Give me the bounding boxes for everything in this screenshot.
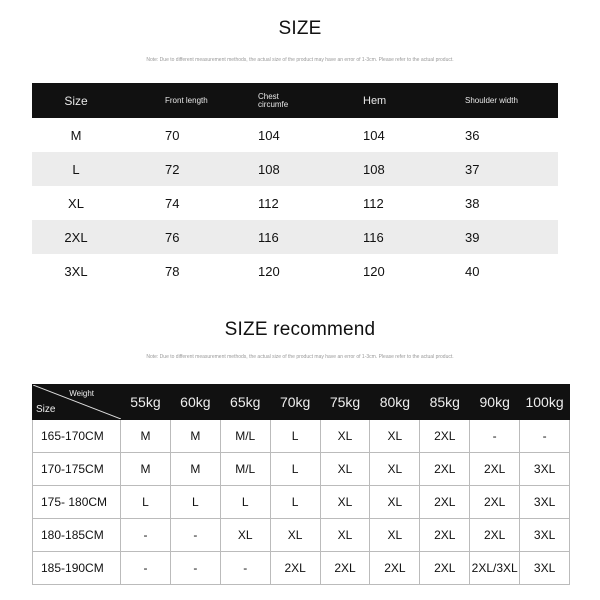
recommended-size-cell: - [121, 519, 171, 552]
recommended-size-cell: 3XL [520, 519, 570, 552]
weight-header: 70kg [270, 385, 320, 420]
header-size: Size [64, 93, 88, 108]
size-row [32, 186, 558, 220]
recommend-row [33, 552, 570, 585]
recommended-size-cell: XL [320, 420, 370, 453]
recommended-size-cell: 3XL [520, 486, 570, 519]
measure-cell: 108 [258, 161, 280, 177]
weight-header: 100kg [520, 385, 570, 420]
size-cell: 2XL [64, 229, 88, 245]
size-table-header [32, 83, 558, 118]
recommended-size-cell: 3XL [520, 453, 570, 486]
size-row [32, 220, 558, 254]
recommended-size-cell: 2XL [320, 552, 370, 585]
recommended-size-cell: XL [370, 453, 420, 486]
size-row [32, 118, 558, 152]
recommended-size-cell: M/L [220, 453, 270, 486]
measure-cell: 38 [465, 195, 480, 211]
measure-cell: 40 [465, 263, 480, 279]
corner-cell [33, 385, 121, 420]
measure-cell: 76 [165, 229, 180, 245]
recommended-size-cell: - [520, 420, 570, 453]
measure-cell: 116 [363, 229, 384, 245]
recommended-size-cell: XL [370, 486, 420, 519]
recommended-size-cell: 2XL [370, 552, 420, 585]
height-cell: 185-190CM [33, 552, 121, 585]
recommended-size-cell: 2XL [470, 453, 520, 486]
measure-cell: 120 [258, 263, 280, 279]
measure-cell: 70 [165, 127, 180, 143]
recommended-size-cell: 2XL [420, 486, 470, 519]
recommended-size-cell: XL [220, 519, 270, 552]
recommended-size-cell: L [170, 486, 220, 519]
recommended-size-cell: XL [370, 420, 420, 453]
weight-header: 65kg [220, 385, 270, 420]
recommended-size-cell: 2XL/3XL [470, 552, 520, 585]
corner-weight-label: Weight [69, 389, 94, 398]
recommended-size-cell: L [270, 453, 320, 486]
size-cell: 3XL [64, 263, 88, 279]
recommended-size-cell: - [470, 420, 520, 453]
recommended-size-cell: L [220, 486, 270, 519]
recommended-size-cell: 2XL [420, 552, 470, 585]
height-cell: 170-175CM [33, 453, 121, 486]
size-cell: L [72, 161, 80, 177]
recommended-size-cell: XL [320, 519, 370, 552]
measure-cell: 116 [258, 229, 279, 245]
measure-cell: 104 [363, 127, 385, 143]
size-table [32, 83, 558, 288]
recommended-size-cell: XL [370, 519, 420, 552]
recommend-title: SIZE recommend [224, 319, 376, 340]
recommended-size-cell: M [170, 420, 220, 453]
header-chest: Chest circumfe [258, 92, 289, 109]
header-hem: Hem [363, 94, 387, 107]
recommended-size-cell: - [170, 519, 220, 552]
measure-cell: 112 [363, 195, 384, 211]
weight-header: 80kg [370, 385, 420, 420]
recommended-size-cell: 2XL [270, 552, 320, 585]
recommended-size-cell: M [121, 453, 171, 486]
recommended-size-cell: M/L [220, 420, 270, 453]
recommended-size-cell: L [121, 486, 171, 519]
corner-size-label: Size [36, 404, 56, 415]
weight-header: 85kg [420, 385, 470, 420]
measure-cell: 78 [165, 263, 180, 279]
recommend-table [32, 384, 570, 585]
recommend-row [33, 453, 570, 486]
weight-header: 90kg [470, 385, 520, 420]
recommended-size-cell: 2XL [470, 486, 520, 519]
recommended-size-cell: 2XL [420, 453, 470, 486]
measure-cell: 39 [465, 229, 480, 245]
recommend-row [33, 420, 570, 453]
recommended-size-cell: - [170, 552, 220, 585]
weight-header: 55kg [121, 385, 171, 420]
measure-cell: 112 [258, 195, 279, 211]
size-chart-title: SIZE [278, 18, 322, 39]
recommended-size-cell: XL [320, 453, 370, 486]
recommended-size-cell: 2XL [470, 519, 520, 552]
measure-cell: 104 [258, 127, 280, 143]
recommend-row [33, 519, 570, 552]
size-row [32, 254, 558, 288]
recommended-size-cell: L [270, 420, 320, 453]
weight-header: 75kg [320, 385, 370, 420]
height-cell: 180-185CM [33, 519, 121, 552]
recommend-note: Note: Due to different measurement methods, the actual size of the product may have an error of 1-3cm. Please refer to the actual product. [146, 354, 454, 360]
recommended-size-cell: 2XL [420, 420, 470, 453]
recommended-size-cell: L [270, 486, 320, 519]
size-chart-note: Note: Due to different measurement methods, the actual size of the product may have an error of 1-3cm. Please refer to the actual product. [146, 57, 454, 63]
recommended-size-cell: 3XL [520, 552, 570, 585]
recommended-size-cell: 2XL [420, 519, 470, 552]
recommended-size-cell: XL [270, 519, 320, 552]
header-front-length: Front length [165, 96, 208, 105]
size-cell: M [70, 127, 82, 143]
measure-cell: 37 [465, 161, 480, 177]
measure-cell: 72 [165, 161, 180, 177]
recommend-row [33, 486, 570, 519]
size-row [32, 152, 558, 186]
recommended-size-cell: M [170, 453, 220, 486]
header-shoulder-width: Shoulder width [465, 96, 518, 105]
recommended-size-cell: - [121, 552, 171, 585]
measure-cell: 36 [465, 127, 480, 143]
recommended-size-cell: M [121, 420, 171, 453]
recommended-size-cell: - [220, 552, 270, 585]
height-cell: 175- 180CM [33, 486, 121, 519]
weight-header: 60kg [170, 385, 220, 420]
recommended-size-cell: XL [320, 486, 370, 519]
size-cell: XL [68, 195, 84, 211]
measure-cell: 74 [165, 195, 180, 211]
recommend-header-row [33, 385, 570, 420]
measure-cell: 120 [363, 263, 385, 279]
measure-cell: 108 [363, 161, 385, 177]
height-cell: 165-170CM [33, 420, 121, 453]
